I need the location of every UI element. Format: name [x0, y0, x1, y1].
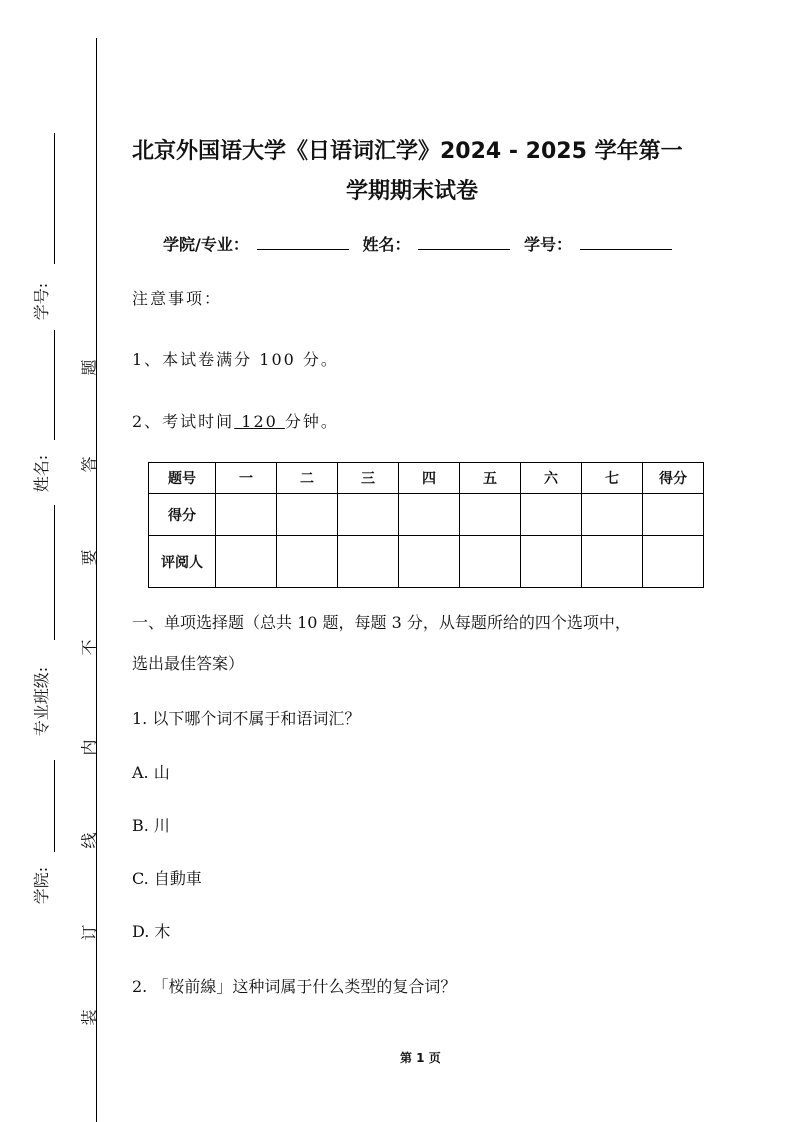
- seal-char: 题: [79, 359, 99, 376]
- header-cell: 五: [460, 463, 521, 494]
- note-2-unit: 分钟。: [284, 412, 339, 431]
- grader-cell: [338, 536, 399, 588]
- seal-char: 订: [79, 924, 99, 941]
- college-blank[interactable]: [257, 235, 349, 250]
- score-cell: [582, 494, 643, 536]
- class-underline: [54, 505, 55, 640]
- score-cell: [277, 494, 338, 536]
- title-line2: 学期期末试卷: [346, 179, 479, 204]
- option-c: C. 自動車: [132, 869, 202, 888]
- question-1: 1. 以下哪个词不属于和语词汇？: [132, 709, 361, 728]
- note-2-text: 2、考试时间: [132, 412, 235, 431]
- row-label: 评阅人: [149, 536, 216, 588]
- seal-char: 线: [79, 832, 99, 849]
- score-cell: [643, 494, 704, 536]
- header-cell: 三: [338, 463, 399, 494]
- seal-char: 装: [79, 1009, 99, 1026]
- grader-cell: [643, 536, 704, 588]
- option-b: B. 川: [132, 816, 170, 835]
- notes-heading: 注意事项：: [132, 289, 223, 308]
- score-table: [148, 462, 704, 588]
- header-cell: 六: [521, 463, 582, 494]
- grader-cell: [216, 536, 277, 588]
- header-cell: 得分: [643, 463, 704, 494]
- question-2: 2. 「桜前線」这种词属于什么类型的复合词？: [132, 977, 457, 996]
- section1-heading-cont: 选出最佳答案）: [132, 654, 245, 673]
- section1-heading: 一、单项选择题（总共 10 题，每题 3 分，从每题所给的四个选项中，: [132, 613, 631, 632]
- student-info-line: [163, 232, 680, 255]
- seal-char: 不: [79, 639, 99, 656]
- id-blank[interactable]: [580, 235, 672, 250]
- name-label: 姓名：: [362, 235, 411, 254]
- binding-line: [96, 38, 97, 1122]
- option-a: A. 山: [132, 763, 170, 782]
- grader-cell: [399, 536, 460, 588]
- header-cell: 一: [216, 463, 277, 494]
- college-underline: [54, 760, 55, 852]
- header-cell: 题号: [149, 463, 216, 494]
- margin-id-label: 学号:: [32, 282, 52, 321]
- score-row: [149, 494, 704, 536]
- id-label: 学号：: [524, 235, 573, 254]
- seal-char: 要: [79, 549, 99, 566]
- grader-cell: [521, 536, 582, 588]
- note-1: 1、本试卷满分 100 分。: [132, 350, 339, 369]
- margin-class-label: 专业班级:: [32, 666, 52, 737]
- grader-cell: [460, 536, 521, 588]
- grader-row: [149, 536, 704, 588]
- header-cell: 二: [277, 463, 338, 494]
- seal-char: 内: [79, 739, 99, 756]
- score-table-header: [149, 463, 704, 494]
- row-label: 得分: [149, 494, 216, 536]
- header-cell: 四: [399, 463, 460, 494]
- name-underline: [54, 330, 55, 440]
- title-line1: 北京外国语大学《日语词汇学》2024 - 2025 学年第一: [132, 139, 683, 164]
- note-2: [132, 409, 339, 432]
- name-blank[interactable]: [418, 235, 510, 250]
- header-cell: 七: [582, 463, 643, 494]
- score-cell: [216, 494, 277, 536]
- score-cell: [338, 494, 399, 536]
- margin-name-label: 姓名:: [32, 454, 52, 493]
- margin-college-label: 学院:: [32, 866, 52, 905]
- score-cell: [460, 494, 521, 536]
- grader-cell: [582, 536, 643, 588]
- score-cell: [521, 494, 582, 536]
- seal-char: 答: [79, 456, 99, 473]
- college-label: 学院/专业：: [163, 235, 249, 254]
- score-cell: [399, 494, 460, 536]
- id-underline: [54, 133, 55, 264]
- page-number: 第 1 页: [400, 1051, 441, 1065]
- option-d: D. 木: [132, 922, 171, 941]
- grader-cell: [277, 536, 338, 588]
- exam-duration: 120: [234, 412, 285, 431]
